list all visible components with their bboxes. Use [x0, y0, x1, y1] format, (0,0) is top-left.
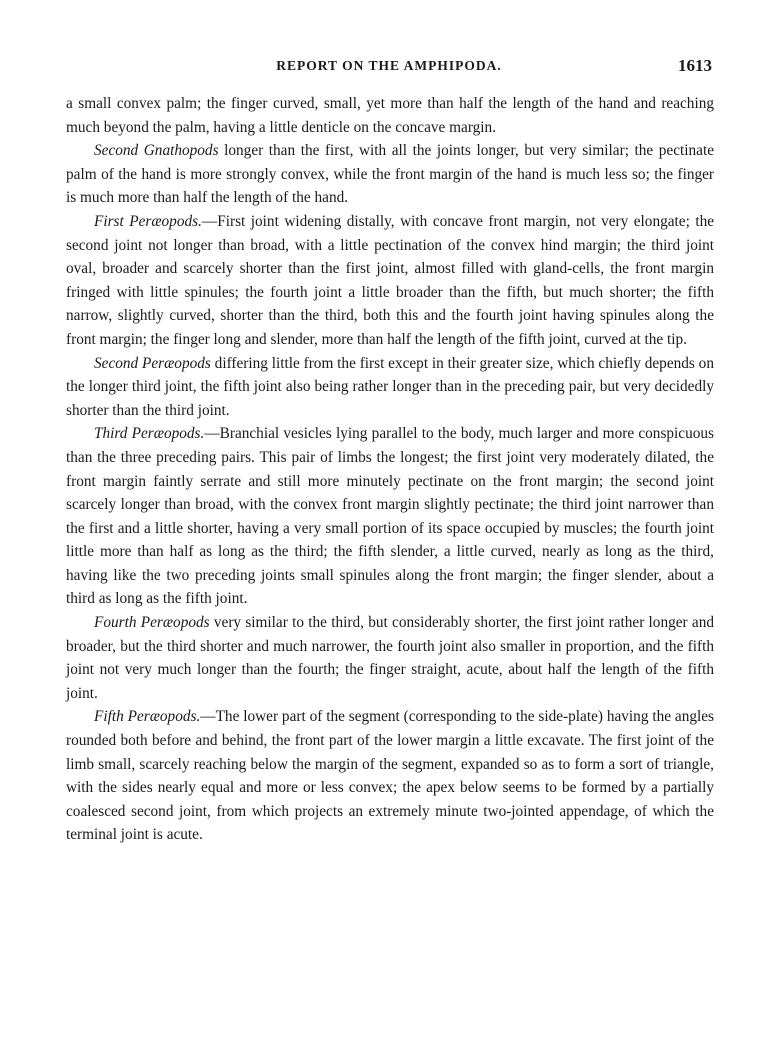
paragraph-first-peraeopods-text: —First joint widening distally, with concave front margin, not very elongate; the second joint not longer than broad, with a little pectination of the convex hind margin; the third joint oval, broader and scarcely shorter than the first joint, almost filled with gland-cells, the front margin fringed with little spinules; the fourth joint a little broader than the fifth, but much shorter; the fifth narrow, slightly curved, shorter than the third, both this and the fourth joint having spinules along the front margin; the finger long and slender, more than half the length of the fifth joint, curved at the tip.: [66, 212, 715, 348]
paragraph-fifth-peraeopods: [66, 705, 714, 847]
paragraph-third-peraeopods-text: —Branchial vesicles lying parallel to the body, much larger and more conspicuous than the three preceding pairs. This pair of limbs the longest; the first joint very moderately dilated, the front margin faintly serrate and still more minutely pectinate on the front margin; the second joint scarcely longer than broad, with the convex front margin slightly pectinate; the third joint narrower than the first and a little shorter, having a very small portion of its space occupied by muscles; the fourth joint little more than half as long as the third; the fifth slender, a little curved, nearly as long as the third, having like the two preceding joints small spinules along the front margin; the finger slender, about a third as long as the fifth joint.: [66, 425, 714, 608]
heading-first-peraeopods: First Peræopods.: [94, 212, 202, 230]
paragraph-second-gnathopods: [66, 139, 714, 210]
running-title: REPORT ON THE AMPHIPODA.: [276, 58, 502, 73]
body-text: [66, 92, 714, 847]
paragraph-third-peraeopods: [66, 422, 714, 611]
paragraph-first-peraeopods: [66, 210, 714, 352]
paragraph-fifth-peraeopods-text: —The lower part of the segment (corresponding to the side-plate) having the angles rounded both before and behind, the front part of the lower margin a little excavate. The first joint of the limb small, scarcely reaching below the margin of the segment, expanded so as to form a sort of triangle, with the sides nearly equal and more or less convex; the apex below seems to be formed by a partially coalesced second joint, from which projects an extremely minute two-jointed appendage, of which the terminal joint is acute.: [66, 708, 714, 844]
paragraph-fourth-peraeopods: [66, 611, 714, 705]
heading-third-peraeopods: Third Peræopods.: [94, 425, 205, 443]
heading-fourth-peraeopods: Fourth Peræopods: [94, 614, 210, 632]
page-number: 1613: [678, 56, 712, 75]
paragraph-1-text: a small convex palm; the finger curved, small, yet more than half the length of the hand and reaching much beyond the palm, having a little denticle on the concave margin.: [66, 95, 714, 136]
heading-second-gnathopods: Second Gnathopods: [94, 142, 219, 160]
paragraph-second-peraeopods: [66, 352, 714, 423]
heading-fifth-peraeopods: Fifth Peræopods.: [94, 708, 201, 726]
page-header: [66, 58, 712, 82]
heading-second-peraeopods: Second Peræopods: [94, 354, 211, 372]
paragraph-fourth-peraeopods-text: very similar to the third, but considerably shorter, the first joint rather longer and broader, but the third shorter and much narrower, the fourth joint also smaller in proportion, and the fifth joint not very much longer than the fourth; the finger straight, acute, about half the length of the fifth joint.: [66, 614, 714, 702]
paragraph-second-peraeopods-text: differing little from the first except in their greater size, which chiefly depends on the longer third joint, the fifth joint also being rather longer than in the preceding pair, but very decidedly shorter than the third joint.: [66, 354, 714, 419]
paragraph-1: [66, 92, 714, 139]
paragraph-second-gnathopods-text: longer than the first, with all the joints longer, but very similar; the pectinate palm of the hand is more strongly convex, while the front margin of the hand is much less so; the finger is much more than half the length of the hand.: [66, 142, 714, 207]
